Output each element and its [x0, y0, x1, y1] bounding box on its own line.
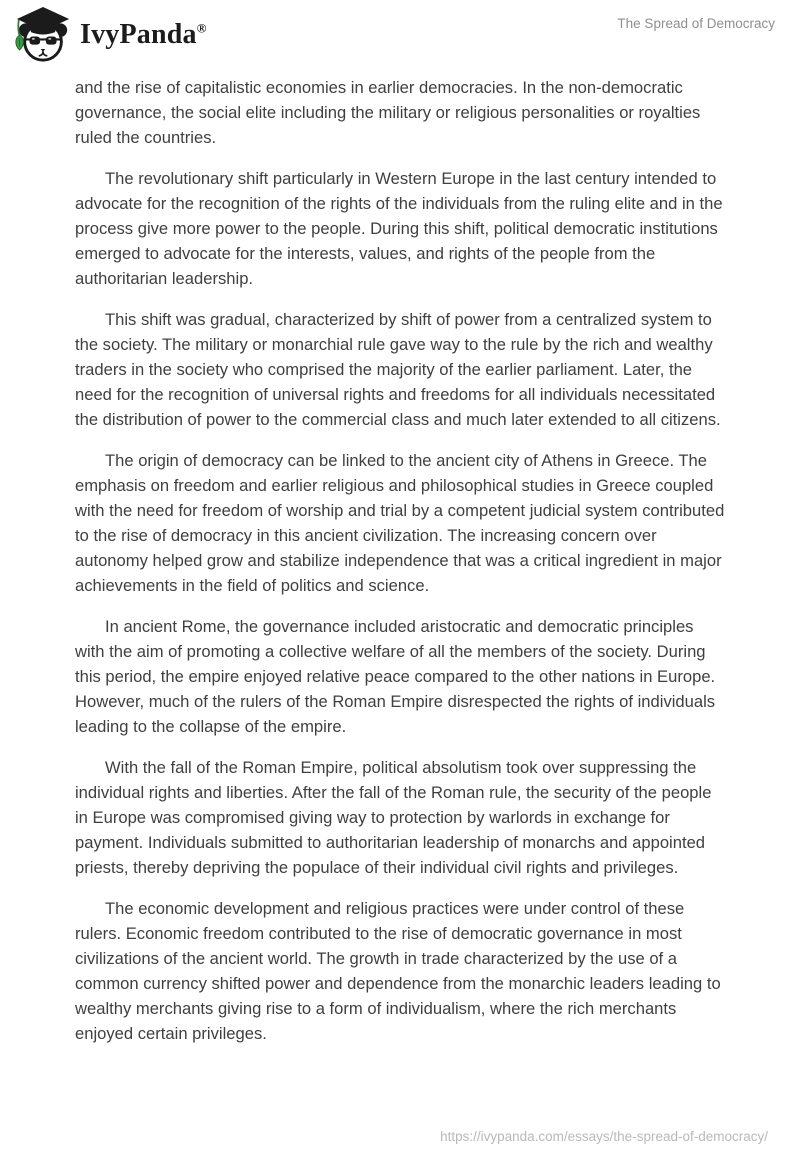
paragraph: The revolutionary shift particularly in Western Europe in the last century intended to advocate for the recognition of the rights of the individuals from the ruling elite and in the process give more power to the people. During this shift, political democratic institutions emerged to advocate for the interests, values, and rights of the people from the authoritarian leadership.	[75, 169, 723, 288]
paragraph: This shift was gradual, characterized by shift of power from a centralized system to the society. The military or monarchial rule gave way to the rule by the rich and wealthy traders in the society who comprised the majority of the earlier parliament. Later, the need for the recognition of universal rights and freedoms for all individuals necessitated the distribution of power to the commercial class and much later extended to all citizens.	[75, 310, 721, 429]
paragraph: With the fall of the Roman Empire, political absolutism took over suppressing the individual rights and liberties. After the fall of the Roman rule, the security of the people in Europe was compromised giving way to protection by warlords in exchange for payment. Individuals submitted to authoritarian leadership of monarchs and appointed priests, thereby depriving the populace of their individual civil rights and privileges.	[75, 758, 712, 877]
page-header	[0, 0, 800, 66]
panda-graduate-icon	[14, 6, 72, 64]
document-title: The Spread of Democracy	[617, 16, 775, 31]
paragraph: and the rise of capitalistic economies in earlier democracies. In the non-democratic governance, the social elite including the military or religious personalities or royalties ruled the countries.	[75, 78, 701, 147]
page-footer	[440, 1128, 768, 1146]
paragraph: The origin of democracy can be linked to the ancient city of Athens in Greece. The emphasis on freedom and earlier religious and philosophical studies in Greece coupled with the need for freedom of worship and trial by a competent judicial system contributed to the rise of democracy in this ancient civilization. The increasing concern over autonomy helped grow and stabilize independence that was a critical ingredient in major achievements in the field of politics and science.	[75, 451, 725, 595]
ivypanda-logo	[14, 6, 207, 64]
registered-mark: ®	[196, 20, 207, 36]
paragraph: The economic development and religious practices were under control of these rulers. Economic freedom contributed to the rise of democratic governance in most civilizations of the ancient world. The growth in trade characterized by the use of a common currency shifted power and dependence from the monarchic leaders leading to wealthy merchants giving rise to a form of individualism, where the rich merchants enjoyed certain privileges.	[75, 899, 721, 1043]
source-url-link[interactable]: https://ivypanda.com/essays/the-spread-of-democracy/	[440, 1129, 768, 1144]
paragraph: In ancient Rome, the governance included aristocratic and democratic principles with the aim of promoting a collective welfare of all the members of the society. During this period, the empire enjoyed relative peace compared to the other nations in Europe. However, much of the rulers of the Roman Empire disrespected the rights of individuals leading to the collapse of the empire.	[75, 617, 716, 736]
brand-name: IvyPanda®	[80, 19, 207, 50]
essay-body	[75, 75, 725, 1062]
